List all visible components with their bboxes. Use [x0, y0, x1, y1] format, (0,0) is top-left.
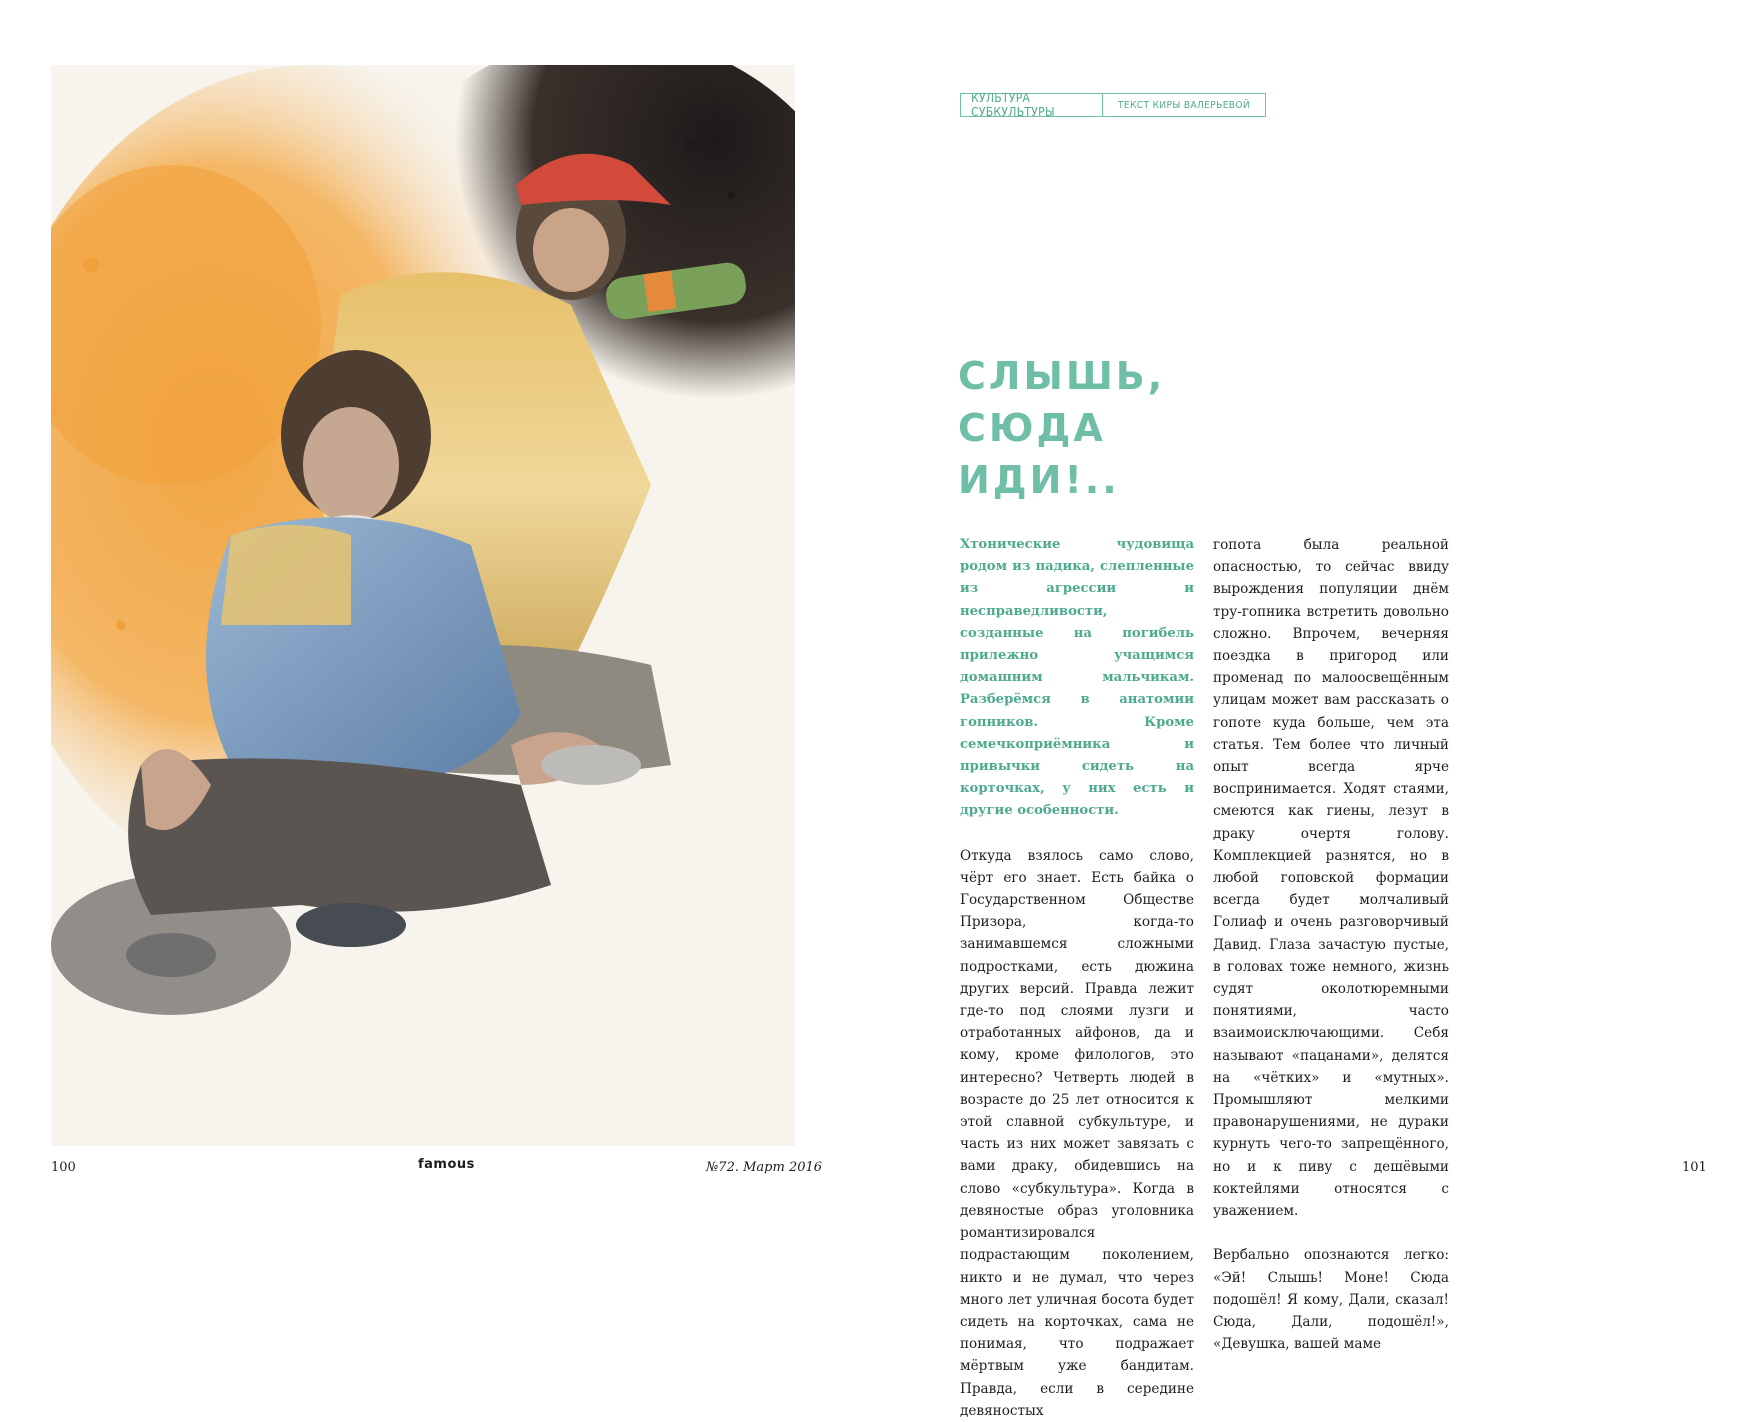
issue-info: №72. Март 2016: [706, 1160, 823, 1175]
headline-line-3: ИДИ!..: [958, 458, 1120, 502]
chimpanzees-image: [51, 65, 795, 1146]
article-headline: [958, 350, 1165, 506]
body-paragraph-3: Вербально опознаются легко: «Эй! Слышь! Моне! Сюда подошёл! Я кому, Дали, сказал! Сюда, Дали, подошёл!», «Девушка, вашей маме: [1213, 1247, 1449, 1353]
rubric-tag: КУЛЬТУРА СУБКУЛЬТУРЫ: [960, 93, 1103, 117]
headline-line-2: СЮДА: [958, 406, 1106, 450]
text-column-1: [960, 534, 1194, 1422]
lead-paragraph: Хтонические чудовища родом из падика, слепленные из агрессии и несправедливости, созданные на погибель прилежно учащимся домашним мальчикам. Разберёмся в анатомии гопников. Кроме семечкоприёмника и привычки сидеть на корточках, у них есть и другие особенности.: [960, 537, 1194, 819]
page-number-right: 101: [1682, 1160, 1707, 1175]
page-number-left: 100: [51, 1160, 76, 1175]
headline-line-1: СЛЫШЬ,: [958, 354, 1166, 398]
magazine-logo: famous: [418, 1157, 475, 1172]
watercolor-illustration: [51, 65, 795, 1146]
rubric-tags: [960, 93, 1266, 117]
body-paragraph-1: Откуда взялось само слово, чёрт его знает. Есть байка о Государственном Обществе Призора, когда-то занимавшемся сложными подростками, есть дюжина других версий. Правда лежит где-то под слоями лузги и отработанных айфонов, да и кому, кроме филологов, это интересно? Четверть людей в возрасте до 25 лет относится к этой славной субкультуре, и часть из них может завязать с вами драку, обидевшись на слово «субкультура». Когда в девяностые образ уголовника романтизировался подрастающим поколением, никто и не думал, что через много лет уличная босота будет сидеть на корточках, сама не понимая, что подражает мёртвым уже бандитам. Правда, если в середине девяностых: [960, 847, 1194, 1419]
author-tag: ТЕКСТ КИРЫ ВАЛЕРЬЕВОЙ: [1103, 93, 1266, 117]
body-paragraph-2: гопота была реальной опасностью, то сейчас ввиду вырождения популяции днём тру-гопника встретить довольно сложно. Впрочем, вечерняя поездка в пригород или променад по малоосвещённым улицам может вам рассказать о гопоте куда больше, чем эта статья. Тем более что личный опыт всегда ярче воспринимается. Ходят стаями, смеются как гиены, лезут в драку очертя голову. Комплекцией разнятся, но в любой гоповской формации всегда будет молчаливый Голиаф и очень разговорчивый Давид. Глаза зачастую пустые, в головах тоже немного, жизнь судят околотюремными понятиями, часто взаимоисключающими. Себя называют «пацанами», делятся на «чётких» и «мутных». Промышляют мелкими правонарушениями, не дураки курнуть чего-то запрещённого, но и к пиву с дешёвыми коктейлями относятся с уважением.: [1213, 537, 1449, 1220]
text-column-2: [1213, 534, 1449, 1355]
